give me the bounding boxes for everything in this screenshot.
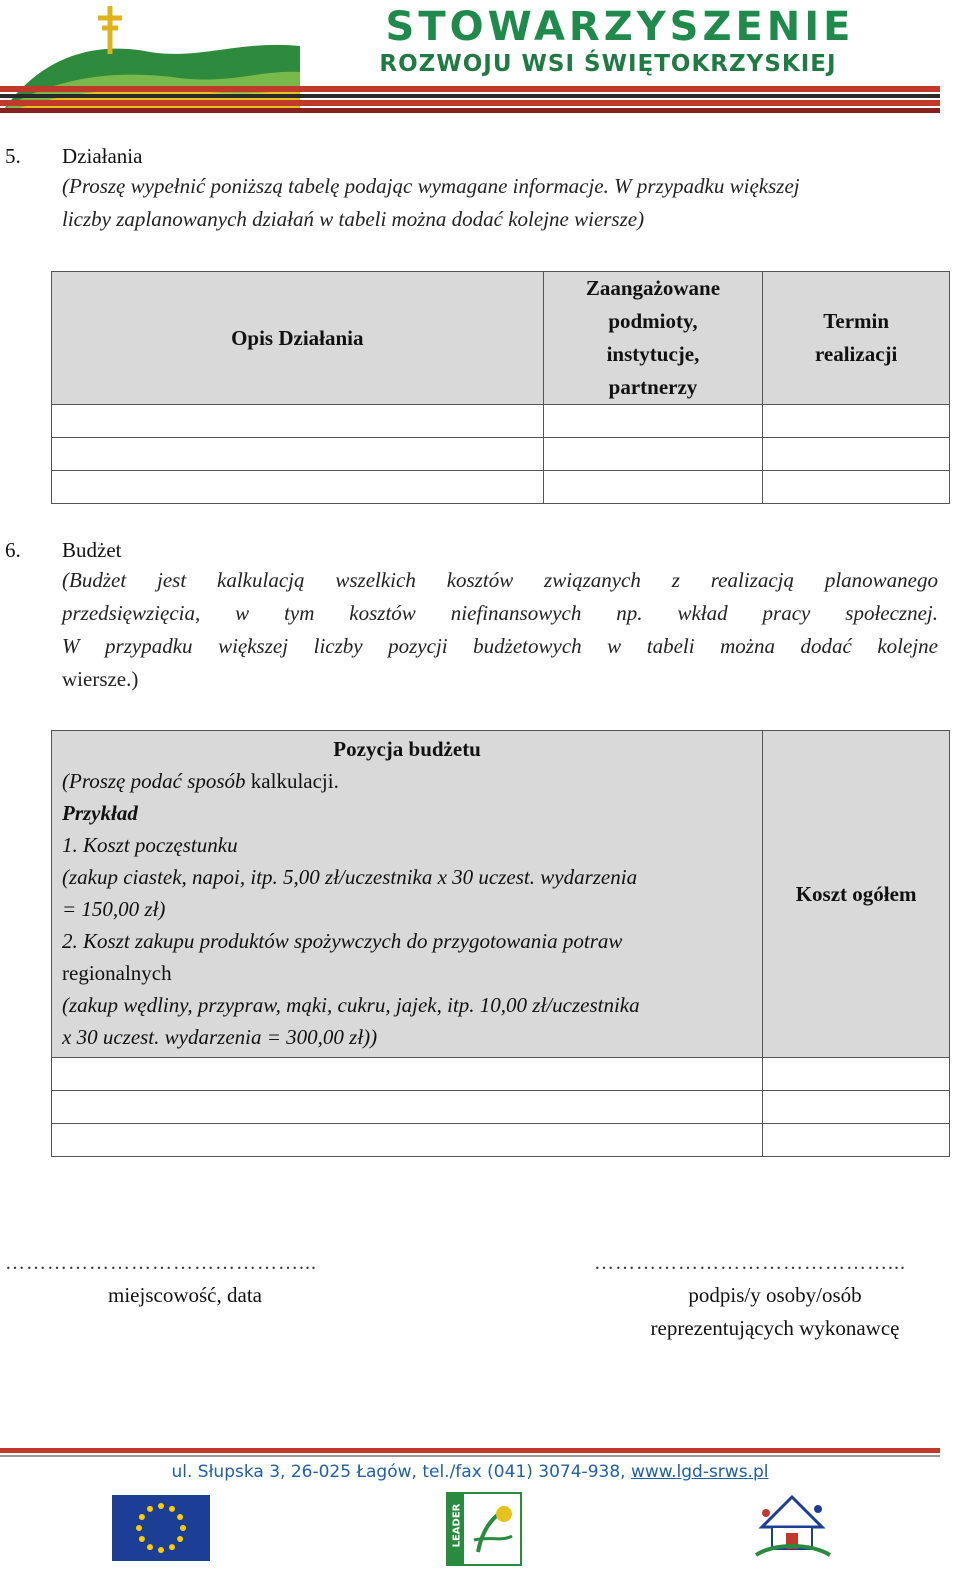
eu-star-icon — [147, 1544, 153, 1550]
signature-dots: ……………………………………... — [594, 1252, 906, 1274]
place-date-dots: ……………………………………... — [5, 1252, 317, 1274]
table-cell[interactable] — [52, 1058, 763, 1091]
table-row — [52, 471, 950, 504]
header-stripe — [0, 94, 940, 98]
table-row — [52, 405, 950, 438]
table-cell[interactable] — [763, 1124, 950, 1157]
section5-number: 5. — [5, 144, 21, 168]
page-header — [0, 0, 960, 118]
eu-star-icon — [169, 1544, 175, 1550]
header-opis: Opis Działania — [52, 272, 544, 405]
header-subtitle: ROZWOJU WSI ŚWIĘTOKRZYSKIEJ — [379, 51, 837, 77]
eu-star-icon — [147, 1506, 153, 1512]
section6-number: 6. — [5, 538, 21, 562]
place-date-label: miejscowość, data — [108, 1283, 262, 1307]
budget-table — [51, 730, 950, 1157]
table-cell[interactable] — [52, 1124, 763, 1157]
section6-note-line: przedsięwzięcia, w tym kosztów niefinansowych np. wkład pracy społecznej. — [62, 601, 938, 625]
header-stripe — [0, 108, 940, 113]
eu-star-icon — [136, 1525, 142, 1531]
table-cell[interactable] — [763, 471, 950, 504]
example-label: Przykład — [62, 801, 138, 825]
table-row — [52, 1124, 950, 1157]
table-cell[interactable] — [763, 438, 950, 471]
header-title: STOWARZYSZENIE — [385, 4, 855, 50]
signature-label: podpis/y osoby/osób reprezentujących wykonawcę — [650, 1283, 900, 1340]
header-podmioty: Zaangażowane podmioty, instytucje, partnerzy — [543, 272, 763, 405]
section6-note-line: wiersze.) — [62, 667, 139, 691]
eu-flag-icon — [112, 1495, 210, 1561]
eu-star-icon — [139, 1514, 145, 1520]
footer-stripe — [0, 1455, 940, 1457]
table-cell[interactable] — [763, 405, 950, 438]
table-cell[interactable] — [52, 438, 544, 471]
table-header-row — [52, 731, 950, 1058]
header-stripe — [0, 86, 940, 92]
header-termin: Termin realizacji — [763, 272, 950, 405]
eu-star-icon — [158, 1547, 164, 1553]
table-cell[interactable] — [543, 405, 763, 438]
header-pozycja: Pozycja budżetu (Proszę podać sposób kalkulacji. Przykład 1. Koszt poczęstunku (zakup ciastek, napoi, itp. 5,00 zł/uczestnika x 30 uczest. wydarzenia = 150,00 zł) 2. Koszt zakupu produktów spożywczych do przygotowania potraw regionalnych (zakup wędliny, przypraw, mąki, cukru, jajek, itp. 10,00 zł/uczestnika x 30 uczest. wydarzenia = 300,00 zł)) — [52, 731, 763, 1058]
eu-star-icon — [180, 1525, 186, 1531]
section6-note — [62, 564, 938, 696]
table-cell[interactable] — [52, 405, 544, 438]
section5-note — [62, 170, 942, 236]
leader-logo-icon: LEADER — [446, 1492, 522, 1566]
pozycja-title: Pozycja budżetu — [333, 737, 481, 761]
table-cell[interactable] — [543, 471, 763, 504]
table-cell[interactable] — [52, 1091, 763, 1124]
header-stripe — [0, 100, 940, 106]
table-row — [52, 1091, 950, 1124]
table-cell[interactable] — [763, 1091, 950, 1124]
eu-star-icon — [169, 1506, 175, 1512]
eu-star-icon — [177, 1514, 183, 1520]
table-cell[interactable] — [52, 471, 544, 504]
table-header-row — [52, 272, 950, 405]
footer-address: ul. Słupska 3, 26-025 Łagów, tel./fax (041) 3074-938, www.lgd-srws.pl — [171, 1462, 769, 1482]
website-link[interactable]: www.lgd-srws.pl — [630, 1462, 769, 1482]
section6-note-line: (Budżet jest kalkulacją wszelkich kosztów związanych z realizacją planowanego — [62, 568, 938, 592]
table-row — [52, 438, 950, 471]
section5-note-line: (Proszę wypełnić poniższą tabelę podając wymagane informacje. W przypadku większej — [62, 174, 800, 198]
table-row — [52, 1058, 950, 1091]
header-koszt: Koszt ogółem — [763, 731, 950, 1058]
footer-stripe — [0, 1448, 940, 1453]
table-cell[interactable] — [763, 1058, 950, 1091]
section5-title: Działania — [62, 144, 143, 168]
regional-logo-icon — [754, 1493, 832, 1563]
section6-title: Budżet — [62, 538, 122, 562]
section6-note-line: W przypadku większej liczby pozycji budżetowych w tabeli można dodać kolejne — [62, 634, 938, 658]
actions-table — [51, 271, 950, 504]
table-cell[interactable] — [543, 438, 763, 471]
section5-note-line: liczby zaplanowanych działań w tabeli można dodać kolejne wiersze) — [62, 207, 645, 231]
eu-star-icon — [177, 1536, 183, 1542]
eu-star-icon — [158, 1503, 164, 1509]
eu-star-icon — [139, 1536, 145, 1542]
